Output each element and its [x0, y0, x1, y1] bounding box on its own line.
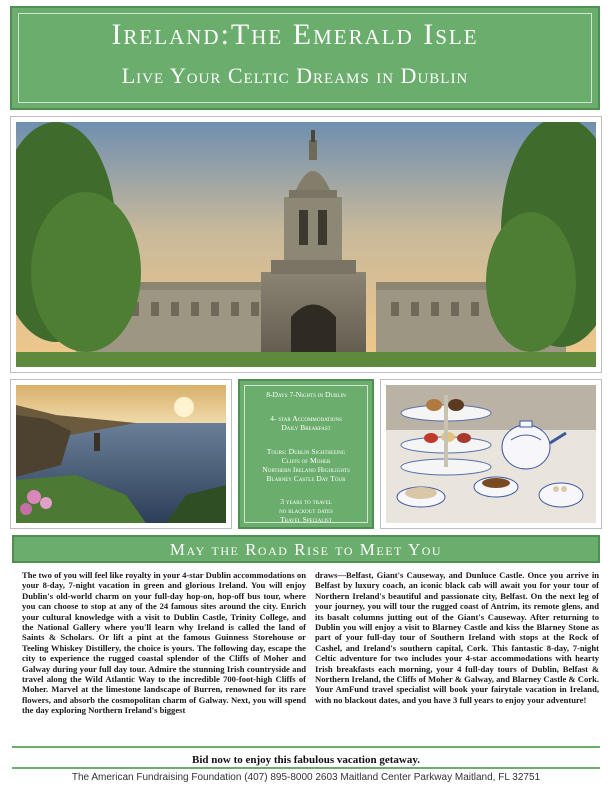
- body-column-right: draws—Belfast, Giant's Causeway, and Dunluce Castle. Once you arrive in Belfast by luxury coach, an iconic black cab will await you for your tour of Northern Ireland's beautiful and passionate city, Belfast. On the next leg of your journey, you will tour the rugged coast of Antrim, its remote glens, and its basalt columns jutting out of the Giant's Causeway. After returning to Dublin you will enjoy a visit to Blarney Castle and kiss the Blarney Stone as part of your full-day tour of Southern Ireland with stops at the Rock of Cashel, and Ireland's southern capital, Cork. This fantastic 8-day, 7-night Celtic adventure for two includes your 4-star accommodations with hearty Irish breakfasts each morning, your 4 full-day tours of Dublin, Belfast & Northern Ireland, the Cliffs of Moher & Galway, and Blarney Castle & Cork. Your AmFund travel specialist will book your fairytale vacation in Ireland, with no blackout dates, and you have 3 full years to enjoy your adventure!: [315, 570, 599, 705]
- trip-details-box: [238, 379, 374, 529]
- cliffs-of-moher-photo: [16, 385, 226, 523]
- tour-cliffs: Cliffs of Moher: [281, 456, 331, 465]
- body-column-left: The two of you will feel like royalty in your 4-star Dublin accommodations on your 8-day, 7-night vacation in green and glorious Ireland. You will enjoy Dublin's old-world charm on your full-day hop-on, hop-off bus tour, where you can choose to stop at any of the 24 famous sites around the city. Enrich your cultural knowledge with a visit to Dublin Castle, Trinity College, and the National Gallery where you'll learn why Ireland is called the land of Saints & Scholars. Or lift a pint at the famous Guinness Storehouse or Teeling Whiskey Distillery, the choice is yours. The following day, escape the city to experience the rugged coastal splendor of the Cliffs of Moher and Galway during your full day tour. Admire the stunning Irish countryside and travel along the Wild Atlantic Way to the incredible 700-foot-high Cliffs of Moher. Marvel at the limestone landscape of Burren, renowned for its rare flowers, and absorb the cosmopolitan charm of Galway. Next, you will spend the day exploring Northern Ireland's biggest: [22, 570, 306, 716]
- call-to-action: Bid now to enjoy this fabulous vacation getaway.: [192, 754, 420, 766]
- footer-contact: The American Fundraising Foundation (407) 895-8000 2603 Maitland Center Parkway Maitland, FL 32751: [71, 772, 541, 783]
- banner-text: May the Road Rise to Meet You: [169, 540, 443, 559]
- hero-photo-frame: [10, 116, 602, 373]
- no-blackout: no blackout dates: [279, 506, 333, 515]
- tea-photo-frame: [380, 379, 602, 529]
- breakfast: Daily Breakfast: [281, 423, 331, 432]
- page-title: Ireland:The Emerald Isle: [111, 18, 479, 51]
- trinity-college-campanile-photo: [16, 122, 596, 367]
- divider-bottom: [12, 767, 600, 769]
- accommodations: 4- star Accommodations: [270, 414, 342, 423]
- trip-duration: 8-Days 7-Nights in Dublin: [266, 390, 346, 399]
- tour-blarney: Blarney Castle Day Tour: [266, 474, 346, 483]
- page-subtitle: Live Your Celtic Dreams in Dublin: [121, 63, 469, 88]
- tour-dublin: Tours: Dublin Sightseeing: [266, 447, 346, 456]
- travel-window: 3 years to travel: [280, 497, 332, 506]
- afternoon-tea-photo: [386, 385, 596, 523]
- cliffs-photo-frame: [10, 379, 232, 529]
- tour-northern-ireland: Northern Ireland Highlights: [262, 465, 350, 474]
- divider-top: [12, 746, 600, 748]
- travel-specialist: Travel Specialist: [280, 515, 332, 524]
- section-banner: [12, 535, 600, 563]
